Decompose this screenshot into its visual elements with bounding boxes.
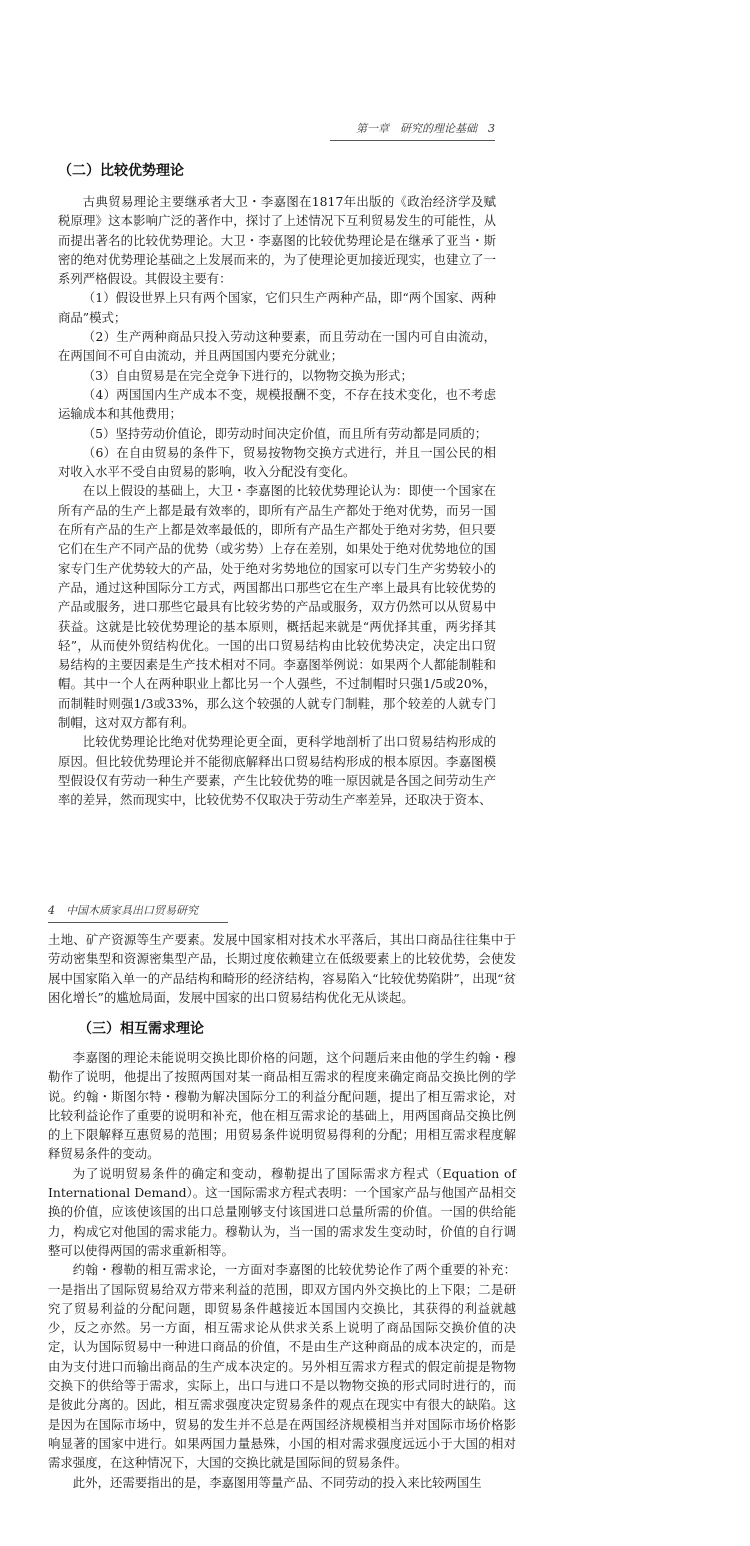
running-head-right: 第一章 研究的理论基础 3 xyxy=(330,120,495,141)
paragraph: （3）自由贸易是在完全竞争下进行的，以物物交换为形式； xyxy=(82,367,413,383)
paragraph: （5）坚持劳动价值论，即劳动时间决定价值，而且所有劳动都是同质的； xyxy=(82,425,488,441)
paragraph: 约翰・穆勒的相互需求论，一方面对李嘉图的比较优势论作了两个重要的补充：一是指出了国际贸易给双方带来利益的范围，即双方国内外交换比的上下限；二是研究了贸易利益的分配问题，即贸易条件越接近本国国内交换比，其获得的利益就越少，反之亦然。另一方面，相互需求论从供求关系上说明了商品国际交换价值的决定，认为国际贸易中一种进口商品的价值，不是由生产这种商品的成本决定的，而是由为支付进口而输出商品的生产成本决定的。另外相互需求方程式的假定前提是物物交换下的供给等于需求，实际上，出口与进口不是以物物交换的形式同时进行的，而是彼此分离的。因此，相互需求强度决定贸易条件的观点在现实中有很大的缺陷。这是因为在国际市场中，贸易的发生并不总是在两国经济规模相当并对国际市场价格影响显著的国家中进行。如果两国力量悬殊，小国的相对需求强度远远小于大国的相对需求强度，在这种情况下，大国的交换比就是国际间的贸易条件。 xyxy=(48,1262,516,1471)
paragraph: 此外，还需要指出的是，李嘉图用等量产品、不同劳动的投入来比较两国生 xyxy=(72,1474,482,1490)
paragraph: 在以上假设的基础上，大卫・李嘉图的比较优势理论认为：即使一个国家在所有产品的生产上都是最有效率的，即所有产品生产都处于绝对优势，而另一国在所有产品的生产上都是效率最低的，即所有产品生产都处于绝对劣势，但只要它们在生产不同产品的优势（或劣势）上存在差别，如果处于绝对优势地位的国家专门生产优势较大的产品，处于绝对劣势地位的国家可以专门生产劣势较小的产品，通过这种国际分工方式，两国都出口那些它在生产率上最具有比较优势的产品或服务，进口那些它最具有比较劣势的产品或服务，双方仍然可以从贸易中获益。这就是比较优势理论的基本原则，概括起来就是“两优择其重，两劣择其轻”，从而使外贸结构优化。一国的出口贸易结构由比较优势决定，决定出口贸易结构的主要因素是生产技术相对不同。李嘉图举例说：如果两个人都能制鞋和帽。其中一个人在两种职业上都比另一个人强些，不过制帽时只强1/5或20%，而制鞋时则强1/3或33%，那么这个较强的人就专门制鞋，那个较差的人就专门制帽，这对双方都有利。 xyxy=(58,483,496,731)
section-title-reciprocal-demand: （三）相互需求理论 xyxy=(78,1021,204,1037)
paragraph: （4）两国国内生产成本不变，规模报酬不变，不存在技术变化，也不考虑运输成本和其他费用； xyxy=(58,386,496,422)
running-head-left: 4 中国木质家具出口贸易研究 xyxy=(48,902,228,923)
paragraph: 土地、矿产资源等生产要素。发展中国家相对技术水平落后，其出口商品往往集中于劳动密集型和资源密集型产品，长期过度依赖建立在低级要素上的比较优势，会使发展中国家陷入单一的产品结构和畸形的经济结构，容易陷入“比较优势陷阱”，出现“贫困化增长”的尴尬局面，发展中国家的出口贸易结构优化无从谈起。 xyxy=(48,932,516,1005)
paragraph: （6）在自由贸易的条件下，贸易按物物交换方式进行，并且一国公民的相对收入水平不受自由贸易的影响，收入分配没有变化。 xyxy=(58,444,496,480)
body-text-page-4-continuation xyxy=(48,930,516,1007)
paragraph: 比较优势理论比绝对优势理论更全面，更科学地剖析了出口贸易结构形成的原因。但比较优势理论并不能彻底解释出口贸易结构形成的根本原因。李嘉图模型假设仅有劳动一种生产要素，产生比较优势的唯一原因就是各国之间劳动生产率的差异，然而现实中，比较优势不仅取决于劳动生产率差异，还取决于资本、 xyxy=(58,734,496,808)
paragraph: 古典贸易理论主要继承者大卫・李嘉图在1817年出版的《政治经济学及赋税原理》这本影响广泛的著作中，探讨了上述情况下互利贸易发生的可能性，从而提出著名的比较优势理论。大卫・李嘉图的比较优势理论是在继承了亚当・斯密的绝对优势理论基础之上发展而来的，为了使理论更加接近现实，也建立了一系列严格假设。其假设主要有： xyxy=(58,194,496,287)
body-text-page-4 xyxy=(48,1048,516,1492)
paragraph: 为了说明贸易条件的确定和变动，穆勒提出了国际需求方程式（Equation of International Demand）。这一国际需求方程式表明：一个国家产品与他国产品相交换的价值，应该使该国的出口总量刚够支付该国进口总量所需的价值。一国的供给能力，构成它对他国的需求能力。穆勒认为，当一国的需求发生变动时，价值的自行调整可以使得两国的需求重新相等。 xyxy=(48,1165,516,1258)
paragraph: 李嘉图的理论未能说明交换比即价格的问题，这个问题后来由他的学生约翰・穆勒作了说明，他提出了按照两国对某一商品相互需求的程度来确定商品交换比例的学说。约翰・斯图尔特・穆勒为解决国际分工的利益分配问题，提出了相互需求论，对比较利益论作了重要的说明和补充，他在相互需求论的基础上，用两国商品交换比例的上下限解释互惠贸易的范围；用贸易条件说明贸易得利的分配；用相互需求程度解释贸易条件的变动。 xyxy=(48,1050,516,1162)
page-4 xyxy=(0,860,750,1546)
paragraph: （2）生产两种商品只投入劳动这种要素，而且劳动在一国内可自由流动，在两国间不可自由流动，并且两国国内要充分就业； xyxy=(58,329,496,364)
body-text-page-3 xyxy=(58,192,496,810)
section-title-comparative-advantage: （二）比较优势理论 xyxy=(58,163,184,179)
paragraph: （1）假设世界上只有两个国家，它们只生产两种产品，即“两个国家、两种商品”模式； xyxy=(58,290,496,325)
